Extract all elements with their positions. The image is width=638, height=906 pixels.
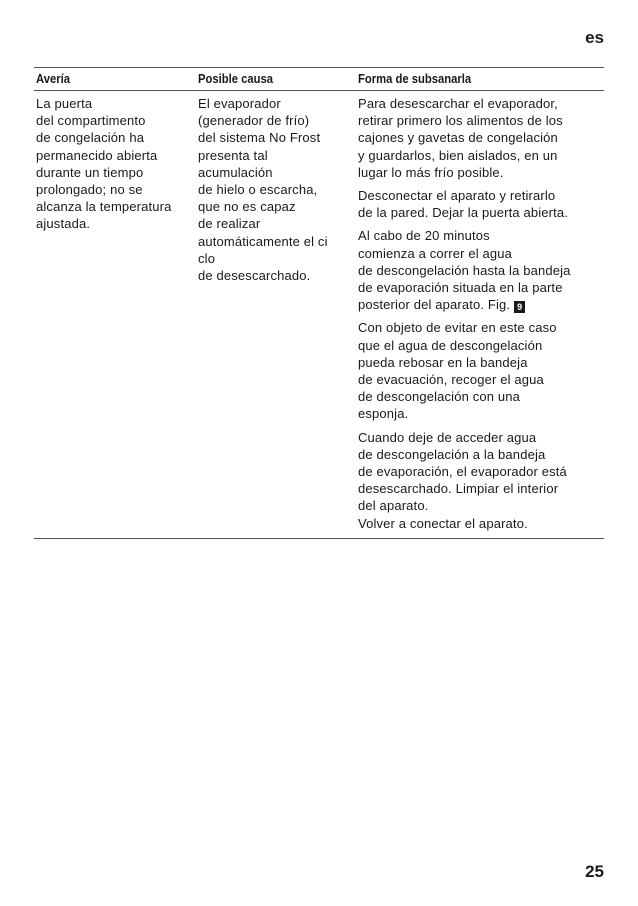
remedy-cell xyxy=(358,95,604,532)
header-cell-cause xyxy=(198,72,358,86)
header-cause-label: Posible causa xyxy=(198,72,274,86)
cause-cell: El evaporador (generador de frío) del sistema No Frost presenta tal acumulación de hielo o escarcha, que no es capaz de realizar automáticamente el ci clo de desescarchado. xyxy=(198,96,328,284)
fault-cell: La puerta del compartimento de congelación ha permanecido abierta durante un tiempo prolongado; no se alcanza la temperatura ajustada. xyxy=(36,96,172,232)
remedy-paragraph-3-text: Al cabo de 20 minutos comienza a correr el agua de descongelación hasta la bandeja de evaporación situada en la parte posterior del aparato. Fig. xyxy=(358,228,571,313)
remedy-paragraph-2: Desconectar el aparato y retirarlo de la pared. Dejar la puerta abierta. xyxy=(358,188,569,221)
header-cell-fault xyxy=(34,72,198,86)
header-fault-label: Avería xyxy=(36,72,70,86)
header-cell-remedy xyxy=(358,72,604,86)
remedy-paragraph-1: Para desescarchar el evaporador, retirar primero los alimentos de los cajones y gavetas de congelación y guardarlos, bien aislados, en un lugar lo más frío posible. xyxy=(358,96,563,180)
remedy-paragraph-3 xyxy=(358,227,604,313)
table-header-row xyxy=(34,68,604,91)
remedy-paragraph-5: Cuando deje de acceder agua de descongelación a la bandeja de evaporación, el evaporador está desescarchado. Limpiar el interior del aparato. Volver a conectar el aparato. xyxy=(358,429,567,531)
remedy-paragraph-4: Con objeto de evitar en este caso que el agua de descongelación pueda rebosar en la bandeja de evacuación, recoger el agua de descongelación con una esponja. xyxy=(358,320,557,422)
troubleshooting-table xyxy=(34,67,604,539)
table-row xyxy=(34,91,604,538)
language-label: es xyxy=(585,28,604,47)
figure-reference-badge: 9 xyxy=(514,301,525,313)
page-number: 25 xyxy=(585,862,604,881)
header-remedy-label: Forma de subsanarla xyxy=(358,72,472,86)
